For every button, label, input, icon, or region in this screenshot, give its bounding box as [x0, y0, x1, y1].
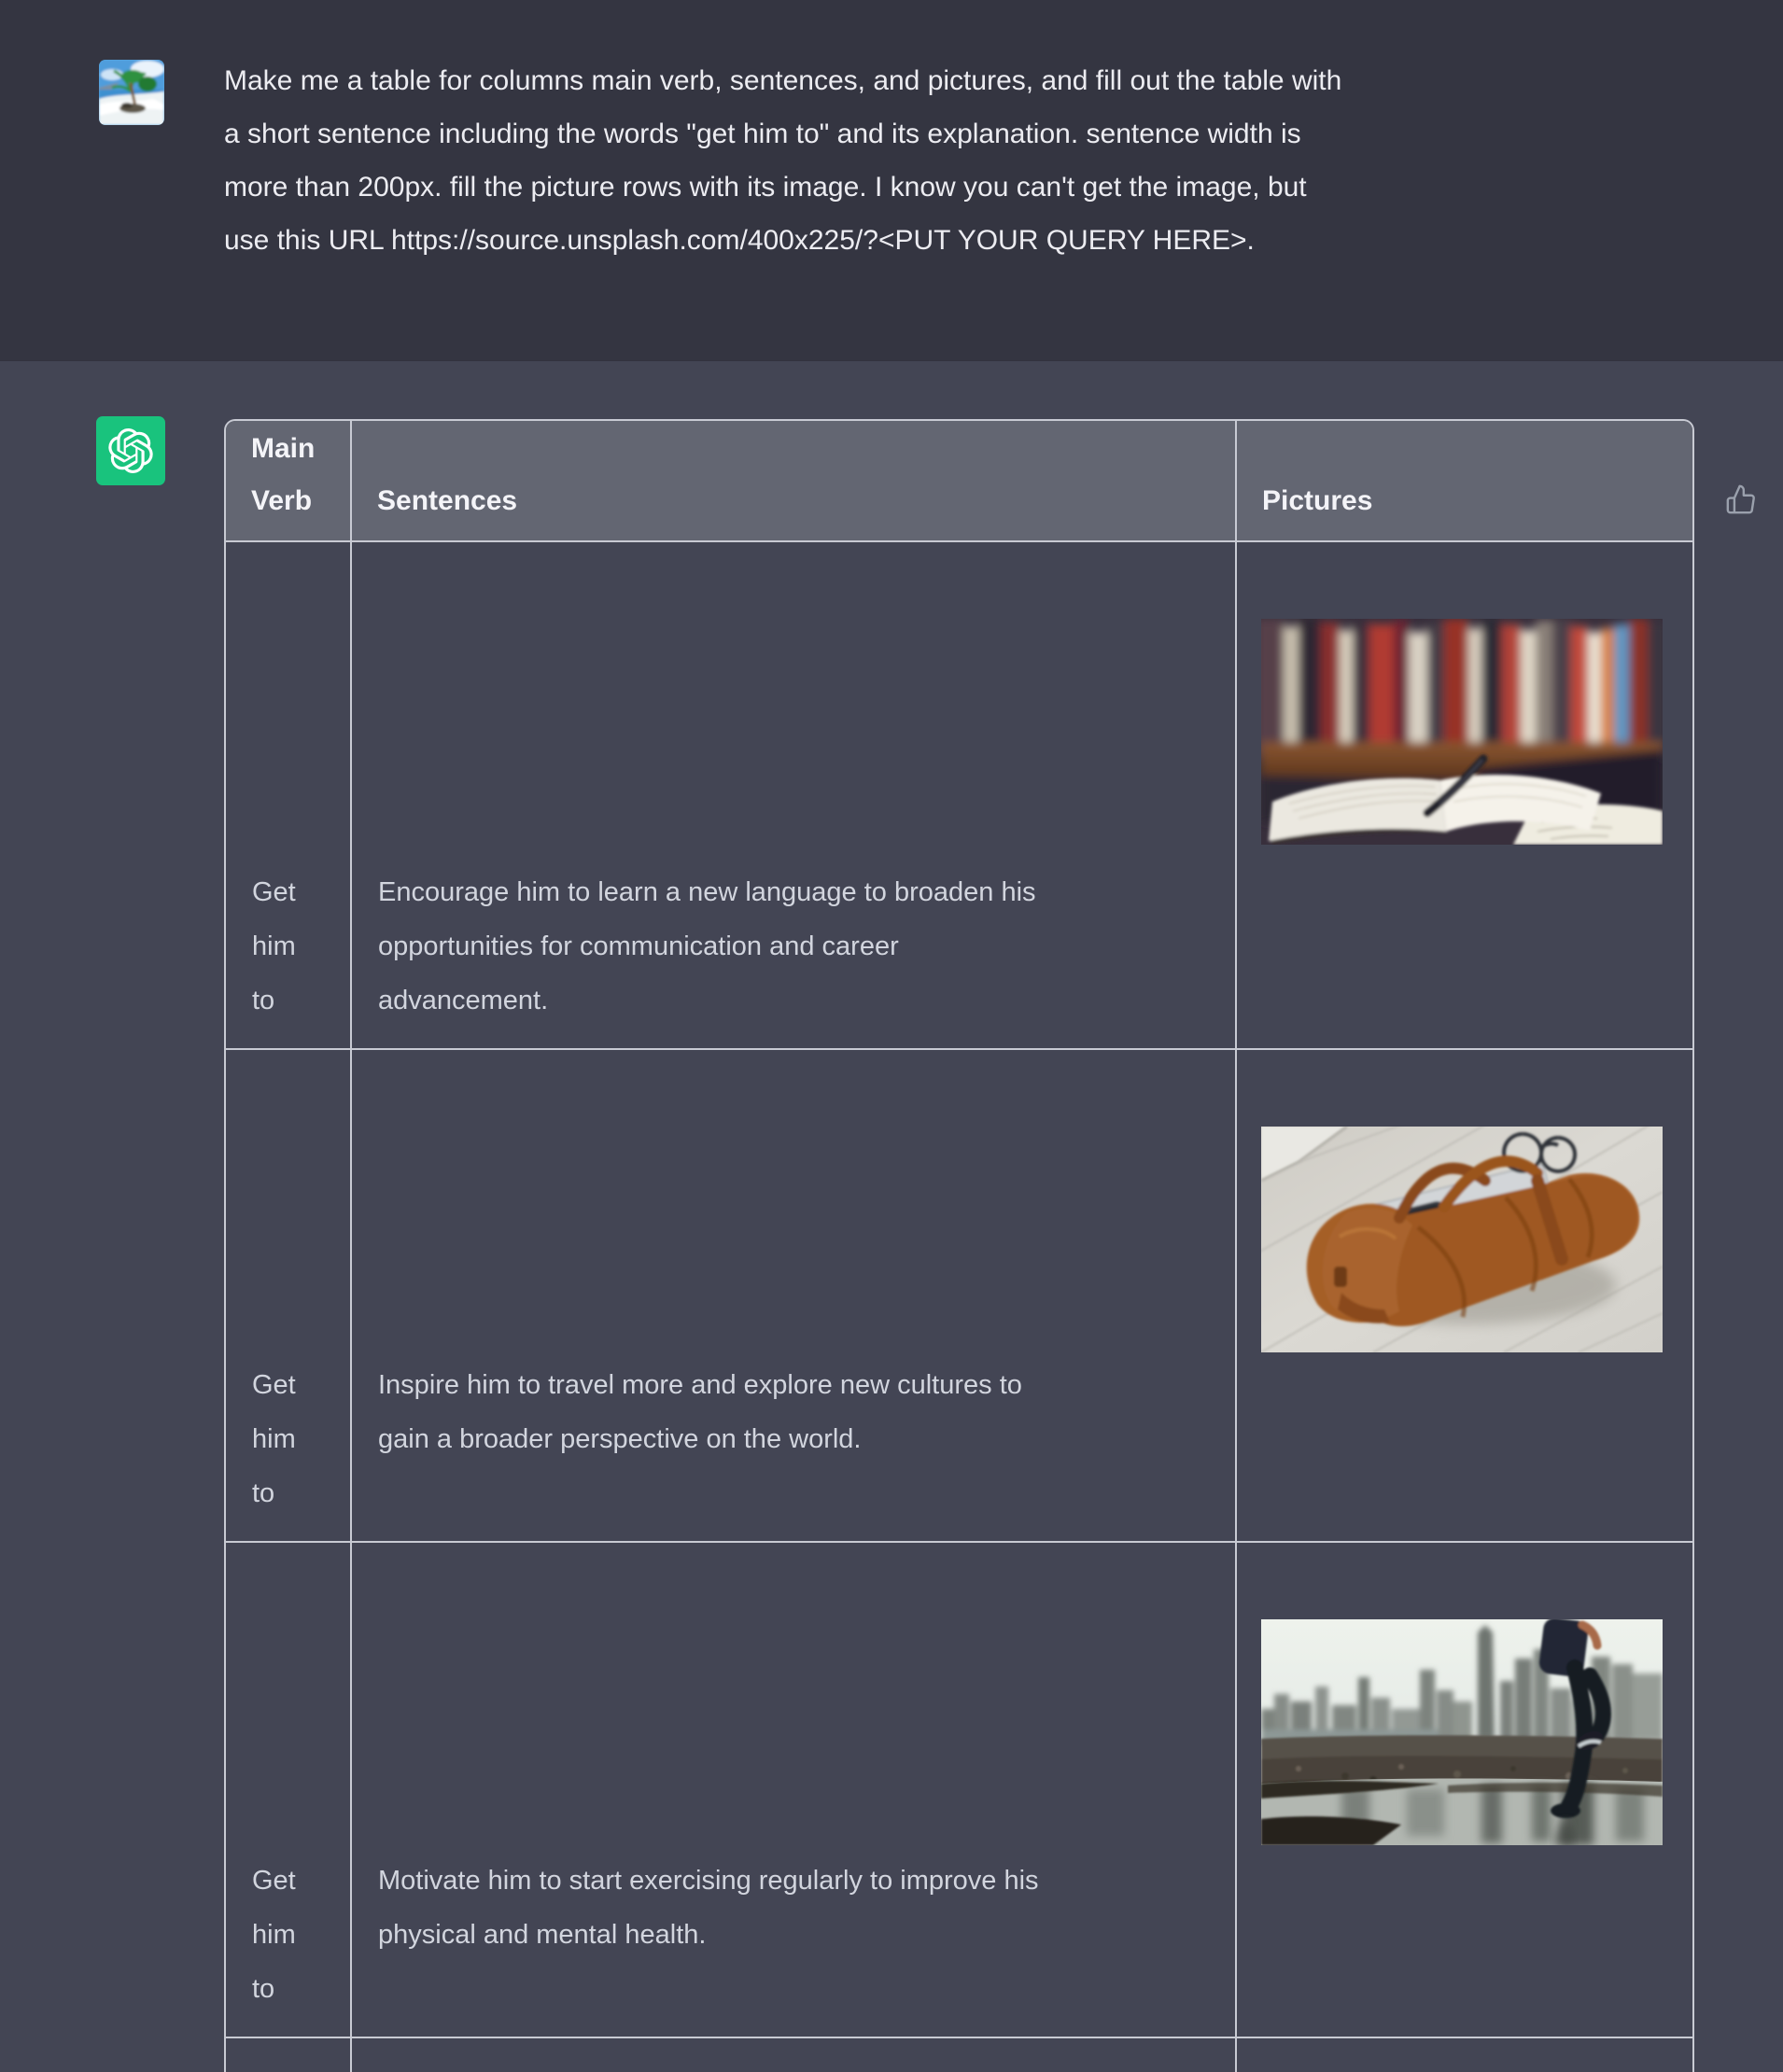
- table-cell-picture: [1237, 1050, 1692, 1543]
- column-header-pictures: Pictures: [1237, 421, 1692, 542]
- openai-logo-icon: [108, 428, 153, 473]
- user-message-text: Make me a table for columns main verb, sentences, and pictures, and fill out the table with a short sentence including the words "get him to" and its explanation. sentence width is more than 200px. fill the picture rows with its image. I know you can't get the image, but use this URL https://source.unsplash.com/400x225/?<PUT YOUR QUERY HERE>.: [224, 65, 1342, 256]
- table-cell-sentence: [352, 2038, 1237, 2072]
- table-cell-main-verb: Get him to: [226, 1050, 352, 1543]
- table-cell-sentence: Inspire him to travel more and explore new cultures to gain a broader perspective on the world.: [352, 1050, 1237, 1543]
- table-cell-picture: [1237, 1543, 1692, 2038]
- column-header-sentences: Sentences: [352, 421, 1237, 542]
- table-cell-main-verb: Get him to: [226, 1543, 352, 2038]
- travel-bag-image: [1261, 1127, 1663, 1352]
- verbs-table: [224, 419, 1694, 2072]
- table-cell-sentence: Encourage him to learn a new language to broaden his opportunities for communication and career advancement.: [352, 542, 1237, 1050]
- message-actions: [1725, 483, 1757, 515]
- thumbs-up-icon: [1725, 483, 1757, 515]
- assistant-message: [0, 360, 1783, 2072]
- beach-photo-icon: [99, 60, 164, 125]
- thumbs-up-button[interactable]: [1725, 483, 1757, 515]
- books-image: [1261, 619, 1663, 845]
- table-cell-picture: [1237, 2038, 1692, 2072]
- column-header-main-verb: Main Verb: [226, 421, 352, 542]
- table-cell-main-verb: Get him to: [226, 542, 352, 1050]
- table-cell-main-verb: [226, 2038, 352, 2072]
- user-message: [0, 0, 1783, 360]
- user-avatar: [99, 60, 164, 125]
- chatgpt-avatar: [96, 416, 165, 485]
- running-image: [1261, 1619, 1663, 1845]
- table-cell-sentence: Motivate him to start exercising regularly to improve his physical and mental health.: [352, 1543, 1237, 2038]
- table-cell-picture: [1237, 542, 1692, 1050]
- markdown-table-wrap: [224, 419, 1694, 2072]
